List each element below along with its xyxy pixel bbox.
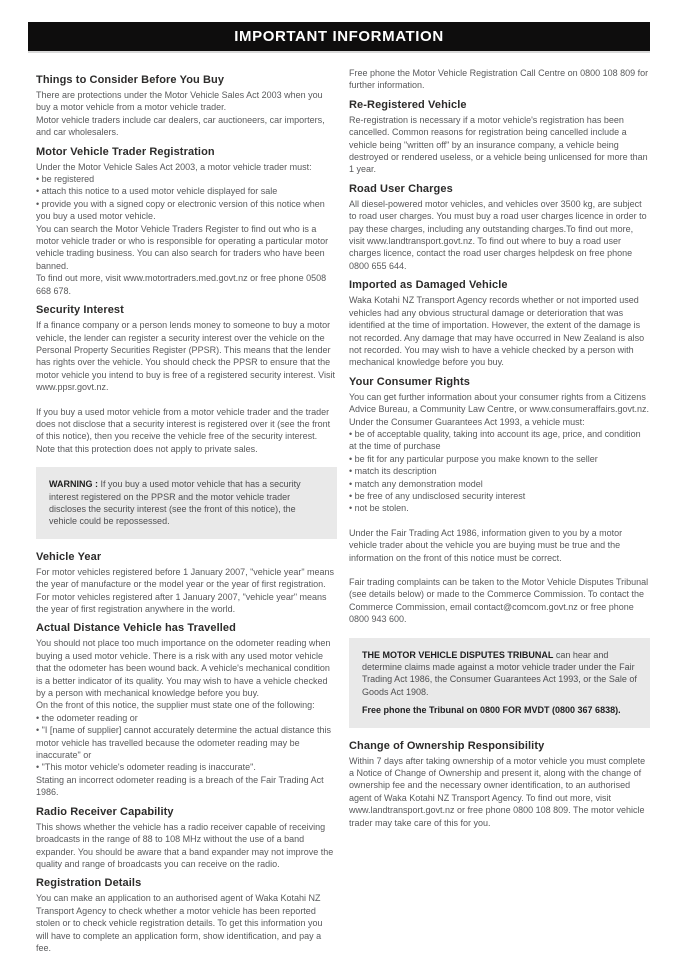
section xyxy=(349,99,650,176)
section xyxy=(36,74,337,139)
paragraph: For motor vehicles registered before 1 January 2007, "vehicle year" means the year of manufacture or the model year or the year of first registration. For motor vehicles registered after 1 January 2007, "vehicle year" means the year of first registration anywhere in the world. xyxy=(36,566,335,614)
paragraph: You can get further information about your consumer rights from a Citizens Advice Bureau, a Community Law Centre, or www.consumeraffairs.govt.nz. xyxy=(349,391,649,415)
section xyxy=(36,622,337,798)
section-heading: Imported as Damaged Vehicle xyxy=(349,279,508,292)
paragraph: You should not place too much importance on the odometer reading when buying a used motor vehicle. There is a risk with any used motor vehicle that the odometer has been wound back. A vehicle's mechanical condition is a better indicator of its quality. You may wish to have a vehicle checked by a person with mechanical knowledge before you buy. xyxy=(36,638,331,699)
bold-text: Free phone the Tribunal on 0800 FOR MVDT (0800 367 6838). xyxy=(362,705,621,716)
paragraph-gap xyxy=(349,564,650,576)
paragraph: Motor vehicle traders include car dealers, car auctioneers, car importers, and car wholesalers. xyxy=(36,114,325,138)
paragraph: This shows whether the vehicle has a radio receiver capable of receiving broadcasts in the range of 88 to 108 MHz without the use of a band expander. You should be aware that a band expander may not improve the quality and range of broadcasts you can receive on the radio. xyxy=(36,821,334,869)
page-header xyxy=(28,22,650,53)
paragraph: To find out more, visit www.motortraders.med.govt.nz or free phone 0508 668 678. xyxy=(36,273,327,296)
paragraph: You can make an application to an authorised agent of Waka Kotahi NZ Transport Agency to check whether a motor vehicle has been reported stolen or to check vehicle registration details. To get this information you will have to complete an application form, show identification, and pay a fee. xyxy=(36,893,323,953)
section-heading: Actual Distance Vehicle has Travelled xyxy=(36,622,236,635)
section xyxy=(349,740,650,829)
section-heading: Change of Ownership Responsibility xyxy=(349,739,545,752)
tribunal-box xyxy=(349,638,650,728)
section-heading: Re-Registered Vehicle xyxy=(349,98,467,111)
section xyxy=(349,376,650,626)
bullet-item: • "This motor vehicle's odometer reading is inaccurate". xyxy=(36,762,256,773)
paragraph: Stating an incorrect odometer reading is a breach of the Fair Trading Act 1986. xyxy=(36,774,324,798)
paragraph: Free phone the Motor Vehicle Registration Call Centre on 0800 108 809 for further information. xyxy=(349,68,649,91)
bullet-item: • match its description xyxy=(349,466,437,477)
section-heading: Motor Vehicle Trader Registration xyxy=(36,145,215,158)
paragraph xyxy=(49,478,324,528)
page-title: IMPORTANT INFORMATION xyxy=(234,28,444,45)
paragraph: Under the Fair Trading Act 1986, information given to you by a motor vehicle trader about the vehicle you are buying must be true and the information on the front of this notice must be correct. xyxy=(349,527,623,563)
section xyxy=(349,279,650,368)
section xyxy=(36,806,337,871)
paragraph: Under the Consumer Guarantees Act 1993, a vehicle must: xyxy=(349,416,585,427)
section xyxy=(36,146,337,297)
paragraph: All diesel-powered motor vehicles, and vehicles over 3500 kg, are subject to road user charges. You must buy a road user charges licence in order to pay these charges, including any outstanding charges.To find out more, visit www.landtransport.govt.nz. To find out where to buy a road user charges licence, contact the road user charges helpdesk on free phone 0800 655 644. xyxy=(349,198,647,271)
bullet-item: • not be stolen. xyxy=(349,503,409,514)
warning-box xyxy=(36,467,337,539)
text-run: If you buy a used motor vehicle that has a security interest registered on the PPSR and the motor vehicle trader discloses the security interest (see the front of this notice), the vehicle could be repossessed. xyxy=(49,479,301,527)
section-heading: Vehicle Year xyxy=(36,550,102,563)
paragraph: Fair trading complaints can be taken to the Motor Vehicle Disputes Tribunal (see details below) or made to the Commerce Commission. To contact the Commerce Commission, email contact@comcom.govt.nz or free phone 0800 943 600. xyxy=(349,577,649,625)
section-heading: Registration Details xyxy=(36,877,142,890)
paragraph: On the front of this notice, the supplier must state one of the following: xyxy=(36,700,315,711)
bullet-item: • the odometer reading or xyxy=(36,712,138,723)
paragraph: You can search the Motor Vehicle Traders Register to find out who is a motor vehicle trader or who is responsible for operating a particular motor vehicle trading business. You can also search for traders who have been banned. xyxy=(36,223,329,271)
section-heading: Things to Consider Before You Buy xyxy=(36,74,225,86)
bullet-item: • be fit for any particular purpose you make known to the seller xyxy=(349,453,598,464)
paragraph: There are protections under the Motor Vehicle Sales Act 2003 when you buy a motor vehicle from a motor vehicle trader. xyxy=(36,90,323,113)
paragraph: If you buy a used motor vehicle from a motor vehicle trader and the trader does not disclose that a security interest is registered over it (see the front of this notice), then you receive the vehicle free of the security interest. Note that this protection does not apply to private sales. xyxy=(36,406,331,454)
section xyxy=(349,67,650,92)
paragraph xyxy=(362,704,637,716)
paragraph: Re-registration is necessary if a motor vehicle's registration has been cancelled. Common reasons for registration being cancelled include a vehicle being "written off" by an insurance company, a vehicle being destroyed or rendered useless, or a vehicle being unlicensed for more than 1 year. xyxy=(349,114,648,175)
text-run: can hear and determine claims made against a motor vehicle trader under the Fair Trading Act 1986, the Consumer Guarantees Act 1993, or the Sale of Goods Act 1908. xyxy=(362,649,637,697)
section xyxy=(36,877,337,954)
section xyxy=(36,551,337,616)
bullet-item: • be registered xyxy=(36,174,95,185)
left-column xyxy=(36,67,337,961)
section-heading: Your Consumer Rights xyxy=(349,375,470,388)
bullet-item: • provide you with a signed copy or electronic version of this notice when you buy a used motor vehicle. xyxy=(36,198,325,222)
right-column xyxy=(349,67,650,961)
section-heading: Radio Receiver Capability xyxy=(36,805,174,818)
section xyxy=(36,304,337,455)
bullet-item: • be free of any undisclosed security interest xyxy=(349,490,526,501)
bold-text: WARNING : xyxy=(49,479,98,490)
section-heading: Security Interest xyxy=(36,304,124,317)
paragraph: If a finance company or a person lends money to someone to buy a motor vehicle, the lender can register a security interest over the vehicle on the Personal Property Securities Register (PPSR). This means that the lender has rights over the vehicle. You should check the PPSR to ensure that the motor vehicle you intend to buy is free of a registered security interest. Visit www.ppsr.govt.nz. xyxy=(36,320,335,393)
bullet-item: • attach this notice to a used motor vehicle displayed for sale xyxy=(36,186,278,197)
paragraph: Under the Motor Vehicle Sales Act 2003, a motor vehicle trader must: xyxy=(36,161,312,172)
paragraph-gap xyxy=(36,394,337,406)
paragraph xyxy=(362,649,637,699)
paragraph: Waka Kotahi NZ Transport Agency records whether or not imported used vehicles had any obvious structural damage or deterioration that was identified at the time of importation. However, the extent of the damage is not recorded. Any damage that may have occurred in New Zealand is also not recorded. You may wish to have a vehicle checked by a person with mechanical knowledge before you buy. xyxy=(349,295,645,368)
bullet-item: • match any demonstration model xyxy=(349,478,483,489)
bullet-item: • "I [name of supplier] cannot accurately determine the actual distance this motor vehicle has travelled because the odometer reading may be inaccurate" or xyxy=(36,725,332,761)
paragraph-gap xyxy=(349,515,650,527)
bullet-item: • be of acceptable quality, taking into account its age, price, and condition at the time of purchase xyxy=(349,428,641,452)
paragraph: Within 7 days after taking ownership of a motor vehicle you must complete a Notice of Change of Ownership and present it, along with the change of ownership fee and the necessary owner identification, to an authorised agent of Waka Kotahi NZ Transport Agency. To find out more, visit www.landtransport.govt.nz or free phone 0800 108 809. The motor vehicle trader may take care of this for you. xyxy=(349,755,646,828)
bold-text: THE MOTOR VEHICLE DISPUTES TRIBUNAL xyxy=(362,649,554,660)
section xyxy=(349,183,650,272)
two-column-body xyxy=(28,53,650,961)
section-heading: Road User Charges xyxy=(349,182,453,195)
